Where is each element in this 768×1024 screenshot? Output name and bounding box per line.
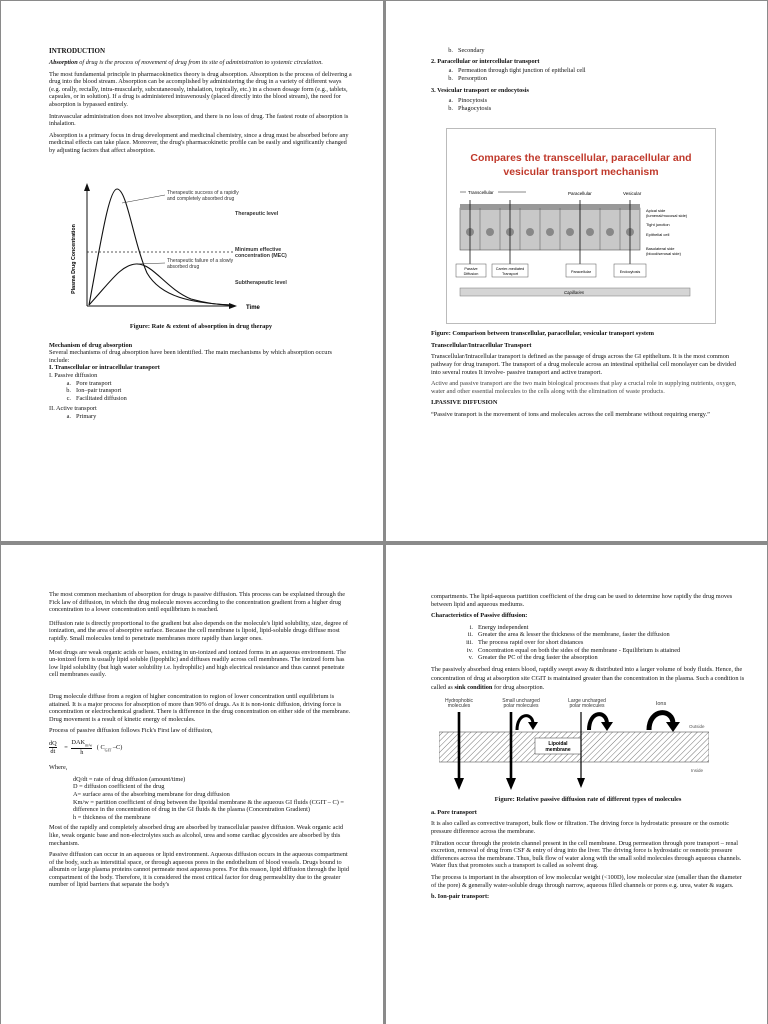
label-mec-1: Minimum effective <box>235 246 282 253</box>
list-item: b. Phagocytosis <box>448 104 492 112</box>
mechanism-heading: Mechanism of drug absorption <box>49 341 133 349</box>
definition-item: h = thickness of the membrane <box>73 813 151 821</box>
figure-caption-2: Figure: Comparison between transcellular, paracellular, vesicular transport system <box>431 330 654 338</box>
label-vesicular: Vesicular <box>623 191 642 197</box>
vesicular-list <box>431 97 745 112</box>
intro-paragraph-2: Intravascular administration does not involve absorption, and there is no loss of drug. The fastest route of absorption is inhalation. <box>49 112 349 128</box>
active-transport-sublist <box>49 413 353 421</box>
box-carrier-1: Carrier-mediated <box>495 267 525 272</box>
pore-paragraph-1: It is also called as convective transport, bulk flow or filtration. The driving force is hydrostatic pressure or the osmotic pressure difference across the membrane. <box>431 820 730 835</box>
document-page-2 <box>386 1 767 541</box>
list-item: b. Ion–pair transport <box>66 387 122 395</box>
mechanism-item-2: II. Active transport <box>49 405 97 413</box>
cell-nucleus <box>586 228 594 236</box>
label-therapeutic-level: Therapeutic level <box>235 210 279 217</box>
paracellular-heading: 2. Paracellular or intercellular transport <box>431 57 540 65</box>
diagram-title-1: Compares the transcellular, paracellular and <box>470 152 692 165</box>
label-basolateral-2: (blood/serosal side) <box>646 251 681 257</box>
annotation-success-2: and completely absorbed drug <box>167 195 235 202</box>
label-apical-1: Apical side <box>646 208 666 214</box>
passive-diffusion-quote: “Passive transport is the movement of ions and molecules across the cell membrane without requiring energy.” <box>431 410 710 418</box>
label-small-polar-1: Small uncharged <box>502 697 540 704</box>
label-ions: Ions <box>655 700 667 707</box>
passive-diffusion-sublist <box>49 380 353 403</box>
annotation-failure-2: absorbed drug <box>167 263 200 270</box>
arrow-small-polar-head <box>506 778 516 790</box>
ion-pair-heading: b. Ion-pair transport: <box>431 893 490 901</box>
cell-nucleus <box>526 228 534 236</box>
label-lipoidal-2: membrane <box>545 746 571 753</box>
microvilli-band <box>460 204 640 210</box>
sink-condition-paragraph: The passively absorbed drug enters blood, rapidly swept away & distributed into a larger volume of body fluids. Hence, the concentration of drug at absorption site CGIT is maintained greater than the concentration in the plasma. Such a condition is called as sink condition for drug absorption. <box>431 665 745 691</box>
intro-paragraph-3: Absorption is a primary focus in drug development and medicinal chemistry, since a drug must be absorbed before any medicinal effects can take place. Moreover, the drug's pharmacokinetic profile can be easily and significantly changed by adjusting factors that affect absorption. <box>49 131 349 154</box>
label-hydrophobic-2: molecules <box>447 702 471 709</box>
figure-caption-1: Figure: Rate & extent of absorption in drug therapy <box>129 322 273 330</box>
pore-paragraph-2: Filtration occur through the protein channel present in the cell membrane. Drug permeation through pore transport – renal excretion, removal of drug from CSF & entry of drug into the liver. The driving force is hydrostatic or osmotic pressure differences across the membrane. Thus, bulk flow of water along with the small solid molecules through aqueous channels. Water flux that promotes such a transport is called as solvent drag. <box>431 839 742 870</box>
label-basolateral-1: Basolateral side <box>646 246 675 252</box>
list-item: a. Permeation through tight junction of epithelial cell <box>448 67 586 75</box>
rapid-absorption-curve <box>89 189 231 305</box>
transport-comparison-diagram <box>446 128 716 324</box>
eq-fraction-dak-h: $\frac{DAK_{m/w}}{h}$ <box>71 738 93 757</box>
cell-nucleus <box>606 228 614 236</box>
mechanism-item-1: I. Transcellular or intracellular transport <box>49 364 160 372</box>
box-endocytosis-text: Endocytosis <box>619 270 641 275</box>
label-large-polar-2: polar molecules <box>569 702 605 709</box>
mechanism-item-1a: I. Passive diffusion <box>49 371 98 379</box>
transcellular-paragraph: Transcellular/Intracellular transport is defined as the passage of drugs across the GI epithelium. It is the most common pathway for drug transport. The transport of a drug molecule across an intestinal epithelial cell monolayer can be divided into several routes It involve- passive transport and active transport. <box>431 353 737 376</box>
document-page-3 <box>1 545 383 1024</box>
arrow-hydrophobic-head <box>454 778 464 790</box>
label-capillaries: Capillaries <box>563 290 585 296</box>
where-label: Where, <box>49 764 68 772</box>
arrow-large-polar-bounce-head <box>601 722 613 731</box>
vesicular-heading: 3. Vesicular transport or endocytosis <box>431 87 529 95</box>
label-mec-2: concentration (MEC) <box>235 252 287 259</box>
label-lipoidal-1: Lipoidal <box>548 740 568 747</box>
definition-item: D = diffusion coefficient of the drug <box>73 783 165 791</box>
y-axis-arrow <box>84 183 90 191</box>
cell-nucleus <box>486 228 494 236</box>
box-paracellular-text: Paracellular <box>570 270 592 275</box>
heading-introduction: INTRODUCTION <box>49 47 106 55</box>
list-item: b. Persorption <box>448 74 488 82</box>
list-item: iv. Concentration equal on both the sides of the membrane - Equilibrium is attained <box>466 646 681 654</box>
label-transcellular: Transcellular <box>468 190 494 196</box>
cell-nucleus <box>546 228 554 236</box>
document-page-4 <box>386 545 767 1024</box>
pore-paragraph-3: The process is important in the absorption of low molecular weight (<100D), low molecular size (smaller than the diameter of the pore) & generally water-soluble drugs through narrow, aqueous filled channels or pores e.g. urea, water & sugars. <box>431 873 742 889</box>
diagram-title-2: vesicular transport mechanism <box>503 166 659 179</box>
label-epithelial-cell: Epithelial cell <box>646 232 670 238</box>
passive-paragraph-7: Passive diffusion can occur in an aqueous or lipid environment. Aqueous diffusion occurs in the aqueous compartment of the body, such as interstitial space, or through aqueous pores in the endothelium of blood vessels. Drugs bound to albumin or large plasma proteins cannot permeate most aqueous pores. For this reason, lipid diffusion through the lipid compartment of the body. Therefore, it is considered the most critical factor for drug permeability due to the greater number of lipid barriers that separate the body's <box>49 851 350 889</box>
diffusion-rate-diagram <box>439 696 709 794</box>
list-item: a. Pore transport <box>66 379 112 387</box>
figure-caption-3: Figure: Relative passive diffusion rate of different types of molecules <box>494 795 682 803</box>
label-large-polar-1: Large uncharged <box>568 697 606 704</box>
annotation-leader-success <box>122 195 165 203</box>
arrow-ions-bounce <box>649 712 673 729</box>
equation-definitions <box>49 776 353 822</box>
active-passive-paragraph: Active and passive transport are the two main biological processes that play a crucial role in supplying nutrients, oxygen, water and other essential molecules to the cells along with the elimination of waste products. <box>431 380 737 395</box>
passive-paragraph-3: Most drugs are weak organic acids or bases, existing in un-ionized and ionized forms in an aqueous environment. The un-ionized form is usually lipid soluble (lipophilic) and diffuses readily across cell membranes. The ionized form has low lipid solubility (but high water solubility i.e. hydrophilic) and high electrical resistance and thus cannot penetrate cell membranes easily. <box>49 648 347 679</box>
annotation-leader-failure <box>136 263 165 264</box>
list-item: a. Primary <box>66 412 97 420</box>
box-passive-1: Passive <box>464 267 478 272</box>
arrow-small-polar-bounce-head <box>528 722 538 730</box>
y-axis-label: Plasma Drug Concentration <box>71 223 77 294</box>
passive-diffusion-heading: I.PASSIVE DIFFUSION <box>431 399 498 407</box>
mechanism-paragraph: Several mechanisms of drug absorption have been identified. The main mechanisms by which absorption occurs include: <box>49 349 332 364</box>
label-apical-2: (lumenal/mucosal side) <box>646 213 688 219</box>
x-axis-label: Time <box>246 304 260 311</box>
x-axis-arrow <box>229 303 237 309</box>
definition-item: Km/w = partition coefficient of drug between the lipoidal membrane & the aqueous GI fluids (CGIT – C) = difference in the concentration of drug in the GI fluids & the plasma (Concentration Gradient) <box>73 798 344 814</box>
definition-item: A= surface area of the absorbing membrane for drug diffusion <box>73 790 230 798</box>
characteristics-list <box>431 624 745 662</box>
eq-fraction-dq-dt: $\frac{dQ}{dt}$ <box>49 740 57 756</box>
fick-equation: $\frac{dQ}{dt}$ = $\frac{DAK_{m/w}}{h}$ ( $C_{GIT}$ –C) <box>49 738 123 757</box>
passive-paragraph-6: Most of the rapidly and completely absorbed drug are absorbed by transcellular passive diffusion. Weak organic acid like, weak organic base and non-electrolytes such as alcohol, urea and some cardiac glycosides are absorbed by this mechanism. <box>49 824 344 847</box>
box-passive-2: Diffusion <box>463 272 479 277</box>
passive-paragraph-4: Drug molecule diffuse from a region of higher concentration to region of lower concentration until equilibrium is attained. It is a major process for absorption of more than 90% of drugs. As it is non-ionic diffusion, driving force is concentration or electrochemical gradient. There is difference in the drug concentration on either side of the membrane. Drug movement is a result of kinetic energy of molecules. <box>49 692 351 723</box>
label-tight-junction: Tight junction <box>646 222 670 228</box>
label-inside: Inside <box>691 767 704 773</box>
arrow-ions-bounce-head <box>666 722 680 732</box>
list-item: i. Energy independent <box>469 623 529 631</box>
label-small-polar-2: polar molecules <box>503 702 539 709</box>
arrow-large-polar-head <box>577 778 585 788</box>
compartments-paragraph: compartments. The lipid-aqueous partition coefficient of the drug can be used to determine how rapidly the drug moves between lipid and aqueous mediums. <box>431 593 733 608</box>
label-paracellular: Paracellular <box>568 191 592 197</box>
list-item: iii. The process rapid over for short distances <box>466 638 584 646</box>
definition-item: dQ/dt = rate of drug diffusion (amount/time) <box>73 775 186 783</box>
label-hydrophobic-1: Hydrophobic <box>444 697 474 704</box>
list-item: a. Pinocytosis <box>448 96 488 104</box>
intro-paragraph-1: The most fundamental principle in pharmacokinetics theory is drug absorption. Absorption is the process of delivering a drug into the blood stream. Absorption can be accomplished by administering the drug in a variety of different ways (e.g. orally, rectally, intra-muscularly, subcutaneously, inhalation, topically, etc.) in a chosen dosage form (e.g., tablets, capsules, or in solution). If a drug is administered intravenously (placed directly into the blood stream), the need for absorption is bypassed entirely. <box>49 70 352 108</box>
absorption-rate-graph <box>61 181 341 321</box>
annotation-failure-1: Therapeutic failure of a slowly <box>167 257 234 264</box>
list-item: b. Secondary <box>448 47 485 54</box>
passive-paragraph-5: Process of passive diffusion follows Fick's First law of diffusion, <box>49 727 213 735</box>
transcellular-heading: Transcellular/Intracellular Transport <box>431 341 532 349</box>
passive-paragraph-1: The most common mechanism of absorption for drugs is passive diffusion. This process can be explained through the Fick law of diffusion, in which the drug molecule moves according to the concentration gradient from a higher drug concentration to a lower concentration until equilibrium is reached. <box>49 591 346 614</box>
cell-nucleus <box>566 228 574 236</box>
slow-absorption-curve <box>89 264 231 305</box>
label-subtherapeutic-level: Subtherapeutic level <box>235 279 287 286</box>
pore-transport-heading: a. Pore transport <box>431 808 477 816</box>
passive-paragraph-2: Diffusion rate is directly proportional to the gradient but also depends on the molecule's lipid solubility, size, degree of ionization, and the area of absorptive surface. Because the cell membrane is lipoid, lipid-soluble drugs diffuse most rapidly. Small molecules tend to penetrate membranes more rapidly than larger ones. <box>49 619 348 642</box>
paracellular-list <box>431 67 745 82</box>
label-outside: Outside <box>689 723 705 729</box>
box-carrier-2: Transport <box>501 272 519 277</box>
list-item: v. Greater the PC of the drug faster the absorption <box>468 654 598 662</box>
list-item: c. Facilitated diffusion <box>66 394 127 402</box>
document-page-1 <box>1 1 383 541</box>
list-item: ii. Greater the area & lesser the thickness of the membrane, faster the diffusion <box>467 631 670 639</box>
annotation-success-1: Therapeutic success of a rapidly <box>167 189 239 196</box>
absorption-definition: Absorption of drug is the process of movement of drug from its site of administration to systemic circulation. <box>49 59 323 66</box>
characteristics-heading: Characteristics of Passive diffusion: <box>431 612 528 620</box>
secondary-item <box>431 47 745 55</box>
epithelial-cell-row <box>460 204 640 250</box>
